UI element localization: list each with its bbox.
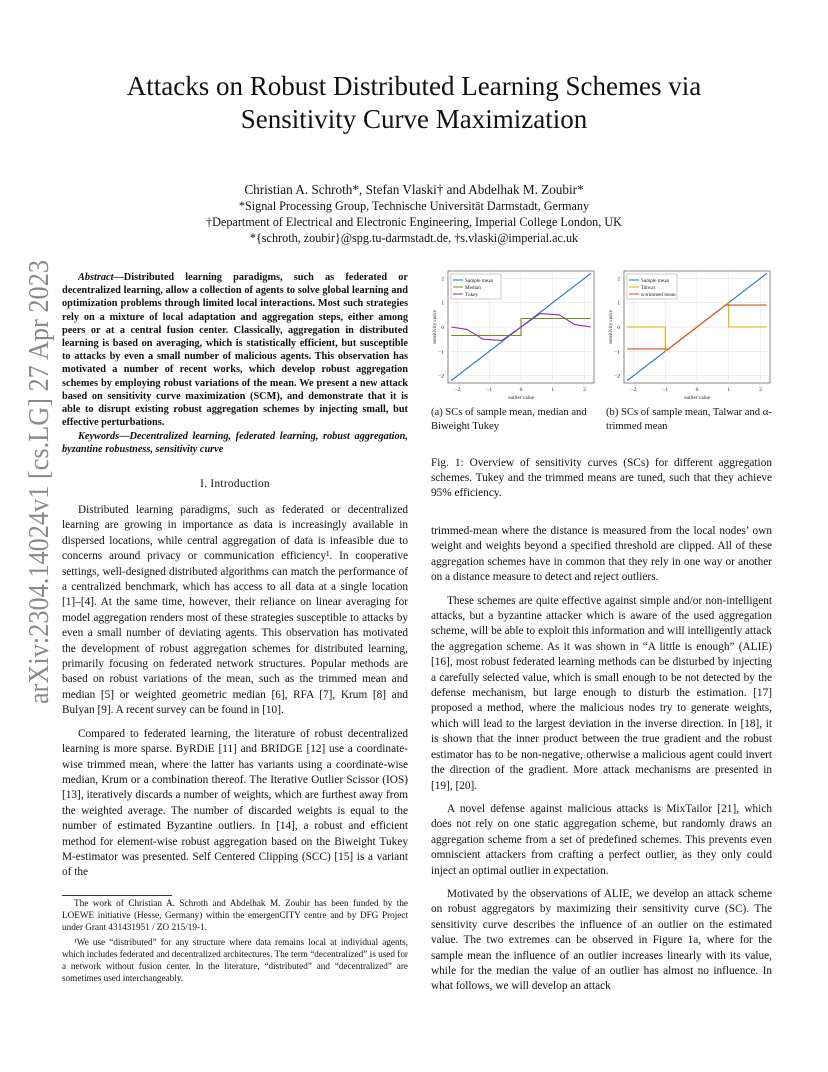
x-tick-label-a: −1 <box>486 387 493 393</box>
intro-paragraph-2: Compared to federated learning, the literature of robust decentralized learning is more sparse. ByRDiE [11] and BRIDGE [12] use a coordinate-wise trimmed mean, where the latter has variants using a coordinate-wise median, Krum or a combination thereof. The Iterative Outlier Scissor (IOS) [13], iteratively discards a number of weights, which are furthest away from the weighted average. The number of discarded weights is equal to the number of estimated Byzantine outliers. In [14], a robust and efficient method for element-wise robust aggregation based on the Biweight Tukey M-estimator was presented. Self Centered Clipping (SCC) [15] is a variant of the <box>62 727 408 879</box>
title-line-1: Attacks on Robust Distributed Learning Schemes via <box>126 71 702 101</box>
keywords <box>62 430 408 456</box>
legend-label-a-1: Median <box>465 284 481 291</box>
y-tick-label-a: 0 <box>441 325 444 331</box>
y-axis-label-b: sensitivity curve <box>608 309 614 345</box>
figure-1-caption: Fig. 1: Overview of sensitivity curves (SCs) for different aggregation schemes. Tukey and the trimmed means are tuned, such that they achieve 95% efficiency. <box>431 457 772 499</box>
legend-label-b-0: Sample mean <box>641 277 670 284</box>
x-tick-label-b: 1 <box>727 387 731 393</box>
affiliation-2: †Department of Electrical and Electronic Engineering, Imperial College London, UK <box>206 215 622 229</box>
y-tick-label-b: −1 <box>614 349 620 356</box>
x-axis-label-b: outlier value <box>683 395 711 401</box>
arxiv-id-text: arXiv:2304.14024v1 [cs.LG] 27 Apr 2023 <box>23 258 55 704</box>
keywords-text: Decentralized learning, federated learning, robust aggregation, byzantine robustness, sensitivity curve <box>62 431 408 456</box>
x-tick-label-b: 2 <box>759 387 762 393</box>
y-tick-label-b: 1 <box>617 300 620 307</box>
affiliation-1: *Signal Processing Group, Technische Universität Darmstadt, Germany <box>238 199 590 213</box>
abstract <box>62 271 408 429</box>
x-tick-label-a: 1 <box>551 387 555 393</box>
x-axis-label-a: outlier value <box>507 395 535 401</box>
footnote-rule <box>62 895 172 896</box>
abstract-text: Distributed learning paradigms, such as federated or decentralized learning, allow a collection of agents to solve global learning and optimization problems through limited local interactions. Most such strategies rely on a mixture of local adaptation and aggregation steps, either among peers or at a central fusion center. Classically, aggregation in distributed learning is based on averaging, which is statistically efficient, but susceptible to attacks by even a small number of malicious agents. This observation has motivated a number of recent works, which develop robust aggregation schemes by employing robust variations of the mean. We present a new attack based on sensitivity curve maximization (SCM), and demonstrate that it is able to disrupt existing robust aggregation schemes by injecting small, but effective perturbations. <box>62 272 408 429</box>
legend-label-b-1: Talwar <box>641 284 656 291</box>
paper-title <box>0 70 828 136</box>
y-tick-label-a: −2 <box>438 373 444 380</box>
right-paragraph-4: Motivated by the observations of ALIE, we develop an attack scheme on robust aggregators by maximizing their sensitivity curve (SC). The sensitivity curve describes the influence of an outlier on the estimated value. The two extremes can be observed in Figure 1a, where for the sample mean the influence of an outlier increases linearly with its value, while for the median the value of an outlier has almost no influence. In what follows, we will develop an attack <box>431 887 772 993</box>
author-block <box>0 182 828 246</box>
y-tick-label-b: −2 <box>614 373 620 380</box>
keywords-label: Keywords— <box>78 431 130 442</box>
x-tick-label-a: 0 <box>519 387 523 393</box>
right-paragraph-1: trimmed-mean where the distance is measured from the local nodes’ own weight and weights beyond a specified threshold are clipped. All of these aggregation schemes have in common that they rely in one way or another on a distance measure to detect and reject outliers. <box>431 525 772 584</box>
x-tick-label-a: 2 <box>583 387 586 393</box>
y-axis-label-a: sensitivity curve <box>432 309 438 345</box>
section-heading-introduction: I. Introduction <box>200 478 270 490</box>
y-tick-label-b: 2 <box>617 276 620 283</box>
title-line-2: Sensitivity Curve Maximization <box>240 104 588 134</box>
y-tick-label-a: 2 <box>441 276 444 283</box>
footnote-1: ¹We use “distributed” for any structure where data remains local at individual agents, which includes federated and decentralized architectures. The term “decentralized” is used for a network without fusion center. In the literature, “distributed” and “decentralized” are sometimes used interchangeably. <box>62 937 408 983</box>
funding-footnote: The work of Christian A. Schroth and Abdelhak M. Zoubir has been funded by the LOEWE initiative (Hesse, Germany) within the emergenCITY centre and by DFG Project under Grant 431431951 / ZO 215/19-1. <box>62 898 408 932</box>
legend-label-b-2: α-trimmed mean <box>641 291 676 298</box>
x-tick-label-b: −2 <box>630 387 637 393</box>
subcaption-a: (a) SCs of sample mean, median and Biweight Tukey <box>431 407 587 432</box>
right-paragraph-3: A novel defense against malicious attacks is MixTailor [21], which does not rely on one static aggregation scheme, but randomly draws an aggregation scheme from a set of predefined schemes. This prevents even omniscient attackers from crafting a perfect outlier, as they only could inject an optimal outlier in expectation. <box>431 802 772 877</box>
abstract-label: Abstract— <box>78 272 124 283</box>
legend-label-a-2: Tukey <box>465 291 479 298</box>
right-paragraph-2: These schemes are quite effective against simple and/or non-intelligent attacks, but a byzantine attacker which is aware of the used aggregation scheme, will be able to exploit this information and will intelligently attack the aggregation scheme. As it was shown in “A little is enough” (ALIE) [16], most robust federated learning methods can be disturbed by injecting a carefully selected value, which is small enough to be not detected by the defense mechanism, but large enough to disturb the estimation. [17] proposed a method, where the malicious nodes try to generate weights, which will lead to the largest deviation in the inverse direction. In [18], it is shown that the inner product between the true gradient and the robust estimator has to be non-negative, otherwise a malicious agent could invert the direction of the gradient. More attack mechanisms are presented in [19], [20]. <box>431 594 772 792</box>
left-column-body <box>62 503 408 881</box>
footnotes <box>62 898 408 985</box>
subcaption-b: (b) SCs of sample mean, Talwar and α-trimmed mean <box>606 407 772 432</box>
x-tick-label-b: 0 <box>695 387 699 393</box>
arxiv-sidebar-id <box>15 258 59 706</box>
y-tick-label-a: 1 <box>441 300 444 307</box>
x-tick-label-b: −1 <box>662 387 669 393</box>
author-names: Christian A. Schroth*, Stefan Vlaski† and Abdelhak M. Zoubir* <box>244 182 584 197</box>
right-column-body <box>431 524 772 995</box>
intro-paragraph-1: Distributed learning paradigms, such as federated or decentralized learning are growing in importance as data is increasingly available in dispersed locations, while central aggregation of data is infeasible due to concerns around privacy or communication efficiency¹. In cooperative settings, well-designed distributed algorithms can match the performance of a centralized benchmark, which has access to all data at a single location [1]–[4]. At the same time, however, their reliance on linear averaging for model aggregation renders most of these strategies susceptible to attacks by even a small number of deviating agents. This observation has motivated the development of robust aggregation schemes for distributed learning, primarily focusing on federated network structures. Popular methods are based on robust variations of the mean, such as the trimmed mean and median [5] or weighted geometric median [6], RFA [7], Krum [8] and Bulyan [9]. A recent survey can be found in [10]. <box>62 504 408 717</box>
y-tick-label-b: 0 <box>617 325 620 331</box>
figure-1 <box>428 265 775 405</box>
figure-1-plots <box>428 265 775 405</box>
y-tick-label-a: −1 <box>438 349 444 356</box>
legend-label-a-0: Sample mean <box>465 277 494 284</box>
x-tick-label-a: −2 <box>454 387 461 393</box>
author-emails: *{schroth, zoubir}@spg.tu-darmstadt.de, †s.vlaski@imperial.ac.uk <box>249 231 579 245</box>
